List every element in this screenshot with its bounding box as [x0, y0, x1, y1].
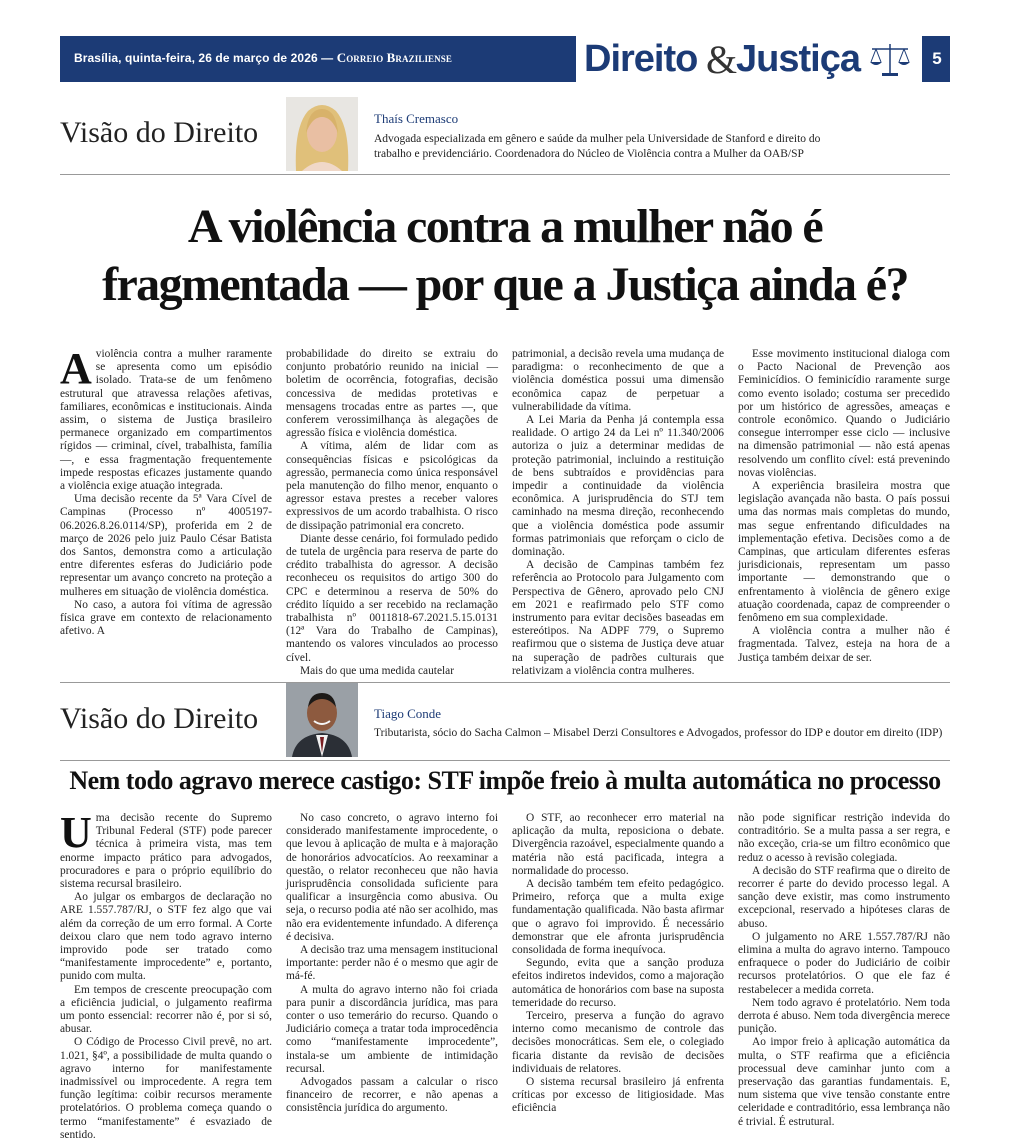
paragraph: ma decisão recente do Supremo Tribunal Federal (STF) pode parecer técnica à primeira vista, mas tem enorme impacto prático para advogados, procuradores e para o próprio equilíbrio do sistema recursal brasileiro.	[60, 812, 272, 891]
dateline	[74, 50, 452, 66]
author-name: Tiago Conde	[374, 706, 442, 721]
divider	[60, 682, 950, 683]
header-bar	[60, 36, 950, 82]
author-bio: Tributarista, sócio do Sacha Calmon – Misabel Derzi Consultores e Advogados, professor do IDP e doutor em direito (IDP)	[374, 727, 943, 739]
article-headline: Nem todo agravo merece castigo: STF impõe freio à multa automática no processo	[69, 766, 941, 795]
article-column	[738, 348, 950, 665]
paragraph: O Código de Processo Civil prevê, no art. 1.021, §4º, a possibilidade de multa quando o agravo interno for manifestamente inadmissível ou improcedente. A regra tem função legítima: coibir recursos meramente protelatórios. O problema começa quando o termo “manifestamente” é esvaziado de sentido.	[60, 1036, 272, 1141]
paragraph: A experiência brasileira mostra que legislação avançada não basta. O país possui uma das normas mais completas do mundo, mas segue enfrentando dificuldades na implementação efetiva. Decisões como a de Campinas, que articulam diferentes esferas jurisdicionais, representam um passo importante — demonstrando que o enfrentamento à violência de gênero exige atuação coordenada, capaz de compreender o fenômeno em sua complexidade.	[738, 480, 950, 625]
paragraph: A Lei Maria da Penha já contempla essa realidade. O artigo 24 da Lei nº 11.340/2006 autoriza o juiz a determinar medidas de proteção patrimonial, incluindo a restituição de bens subtraídos e providências para impedir a continuidade da violência econômica. A jurisprudência do STJ tem caminhado na mesma direção, reconhecendo que a violência doméstica pode assumir formas patrimoniais que reforçam o ciclo de dominação.	[512, 414, 724, 559]
scales-of-justice-icon	[868, 40, 912, 80]
column-title: Visão do Direito	[60, 116, 259, 149]
paragraph: Nem todo agravo é protelatório. Nem toda derrota é abuso. Nem toda divergência merece punição.	[738, 996, 950, 1036]
paragraph: Esse movimento institucional dialoga com o Pacto Nacional de Prevenção aos Feminicídios. O feminicídio raramente surge como evento isolado; costuma ser precedido por um histórico de agressões, ameaças e controle econômico. Quando o Judiciário consegue interromper esse ciclo — inclusive na dimensão patrimonial — não está apenas resolvendo um conflito cível: está prevenindo novas violências.	[738, 348, 950, 479]
drop-cap: A	[60, 344, 92, 393]
article-column	[60, 344, 272, 638]
paragraph: A vítima, além de lidar com as consequências físicas e psicológicas da agressão, permanecia como única responsável pela manutenção do filho menor, enquanto o agressor estava prestes a receber valores expressivos de um acordo trabalhista. O risco de dissipação patrimonial era concreto.	[286, 440, 498, 532]
paragraph: O sistema recursal brasileiro já enfrenta críticas por excesso de litigiosidade. Mas eficiência	[512, 1076, 724, 1115]
article-column	[738, 812, 950, 1129]
author-photo	[286, 683, 358, 757]
newspaper-name: Correio Braziliense	[336, 50, 452, 65]
divider	[60, 174, 950, 175]
article-column	[60, 808, 272, 1142]
paragraph: A multa do agravo interno não foi criada para punir a discordância jurídica, mas para conter o uso temerário do recurso. Quando o Judiciário começa a tratar toda improcedência como “manifestamente improcedente”, instala-se um ambiente de intimidação recursal.	[286, 983, 498, 1075]
paragraph: O STF, ao reconhecer erro material na aplicação da multa, reposiciona o debate. Divergência razoável, especialmente quando a matéria não está pacificada, integra a normalidade do processo.	[512, 812, 724, 877]
article-column	[512, 348, 724, 678]
article-column	[286, 348, 498, 678]
paragraph: Ao impor freio à aplicação automática da multa, o STF reafirma que a eficiência processual deve caminhar junto com a preservação das garantias fundamentais. E, num sistema que vive tensão constante entre celeridade e contraditório, essa lembrança não é trivial. É estrutural.	[738, 1036, 950, 1128]
drop-cap: U	[60, 808, 92, 857]
section-ampersand: &	[706, 37, 738, 82]
section-brand	[576, 36, 922, 82]
article-headline	[40, 198, 970, 314]
paragraph: Diante desse cenário, foi formulado pedido de tutela de urgência para reserva de parte do crédito trabalhista do agressor. A decisão reconheceu os requisitos do artigo 300 do CPC e determinou a reserva de 50% do crédito líquido a ser recebido na reclamação trabalhista nº 0011818-67.2021.5.15.0131 (12ª Vara do Trabalho de Campinas), mantendo os valores vinculados ao processo cível.	[286, 532, 498, 664]
paragraph: violência contra a mulher raramente se apresenta como um episódio isolado. Trata-se de um fenômeno estrutural que atravessa relações afetivas, familiares, econômicas e institucionais. Ainda assim, o sistema de Justiça brasileiro permanece organizado em compartimentos rígidos — criminal, cível, trabalhista, família —, e essa fragmentação frequentemente impede respostas eficazes justamente quando a violência exige atuação integrada.	[60, 348, 272, 493]
paragraph: A decisão traz uma mensagem institucional importante: perder não é o mesmo que agir de má-fé.	[286, 944, 498, 983]
author-name: Thaís Cremasco	[374, 111, 459, 126]
article-column	[286, 812, 498, 1116]
paragraph: probabilidade do direito se extraiu do conjunto probatório reunido na inicial — boletim de ocorrência, fotografias, decisão concessiva de medidas protetivas e mensagens trocadas entre as partes —, que conferem verossimilhança às alegações de agressão física e violência doméstica.	[286, 348, 498, 440]
dateline-text: Brasília, quinta-feira, 26 de março de 2026 —	[74, 51, 334, 65]
page-number: 5	[932, 49, 942, 68]
paragraph: A violência contra a mulher não é fragmentada. Talvez, esteja na hora de a Justiça também deixar de ser.	[738, 625, 950, 664]
paragraph: Ao julgar os embargos de declaração no ARE 1.557.787/RJ, o STF fez algo que vai além da correção de um erro formal. A Corte deixou claro que nem todo agravo interno improvido pode ser tratado como “manifestamente improcedente” e, portanto, punido com multa.	[60, 891, 272, 983]
paragraph: No caso concreto, o agravo interno foi considerado manifestamente improcedente, o que levou à aplicação de multa e à majoração de honorários advocatícios. Ao reexaminar a questão, o relator reconheceu que não havia jurisprudência consolidada suficiente para qualificar a insurgência como abusiva. Ou seja, o recurso podia até não ser acolhido, mas não era evidentemente infundado. A diferença é decisiva.	[286, 812, 498, 943]
article-column	[512, 812, 724, 1116]
author-bio: Advogada especializada em gênero e saúde da mulher pela Universidade de Stanford e direito do trabalho e previdenciário. Coordenadora do Núcleo de Violência contra a Mulher da OAB/SP	[374, 133, 821, 160]
headline-line: fragmentada — por que a Justiça ainda é?	[102, 258, 908, 311]
paragraph: A decisão também tem efeito pedagógico. Primeiro, reforça que a multa exige fundamentação qualificada. Não basta afirmar que o agravo foi improvido. É necessário demonstrar que ele afronta jurisprudência consolidada de forma inequívoca.	[512, 878, 724, 957]
paragraph: No caso, a autora foi vítima de agressão física grave em contexto de relacionamento afetivo. A	[60, 598, 272, 638]
section-name-part1: Direito	[584, 38, 698, 80]
paragraph: Mais do que uma medida cautelar	[300, 664, 455, 677]
headline-line: A violência contra a mulher não é	[187, 200, 823, 253]
author-photo	[286, 97, 358, 171]
paragraph: não pode significar restrição indevida do contraditório. Se a multa passa a ser regra, e não exceção, cria-se um filtro econômico que reduz o acesso à revisão colegiada.	[738, 812, 950, 864]
paragraph: Segundo, evita que a sanção produza efeitos indiretos indevidos, como a majoração automática de honorários com base na suposta temeridade do recurso.	[512, 957, 724, 1009]
paragraph: patrimonial, a decisão revela uma mudança de paradigma: o reconhecimento de que a violência doméstica possui uma dimensão econômica capaz de perpetuar a vulnerabilidade da vítima.	[512, 348, 724, 413]
paragraph: Advogados passam a calcular o risco financeiro de recorrer, e não apenas a consistência jurídica do argumento.	[286, 1076, 498, 1115]
column-title: Visão do Direito	[60, 702, 259, 735]
paragraph: A decisão de Campinas também fez referência ao Protocolo para Julgamento com Perspectiva de Gênero, aprovado pelo CNJ em 2021 e reafirmado pelo STF como instrumento para evitar decisões baseadas em estereótipos. Na ADPF 779, o Supremo reafirmou que o sistema de Justiça deve atuar na superação de padrões culturais que relativizam a violência contra mulheres.	[512, 559, 724, 677]
section-name-part2: Justiça	[736, 38, 860, 80]
paragraph: A decisão do STF reafirma que o direito de recorrer é parte do devido processo legal. A sanção deve existir, mas como instrumento excepcional, reservado a hipóteses claras de abuso.	[738, 864, 950, 930]
paragraph: O julgamento no ARE 1.557.787/RJ não elimina a multa do agravo interno. Tampouco enfraquece o poder do Judiciário de coibir recursos protelatórios. O que ele faz é restabelecer a medida correta.	[738, 930, 950, 996]
paragraph: Terceiro, preserva a função do agravo interno como mecanismo de controle das decisões monocráticas. Sem ele, o colegiado ficaria distante da revisão de decisões individuais de relatores.	[512, 1010, 724, 1075]
paragraph: Uma decisão recente da 5ª Vara Cível de Campinas (Processo nº 4005197-06.2026.8.26.0114/SP), proferida em 2 de março de 2026 pelo juiz Paulo César Batista dos Santos, demonstra como a articulação entre diferentes esferas do Judiciário pode representar um avanço concreto na proteção a mulheres em situação de violência doméstica.	[60, 493, 272, 598]
divider	[60, 760, 950, 761]
paragraph: Em tempos de crescente preocupação com a eficiência judicial, o julgamento reafirma um ponto essencial: recorrer não é, por si só, abusar.	[60, 983, 272, 1036]
